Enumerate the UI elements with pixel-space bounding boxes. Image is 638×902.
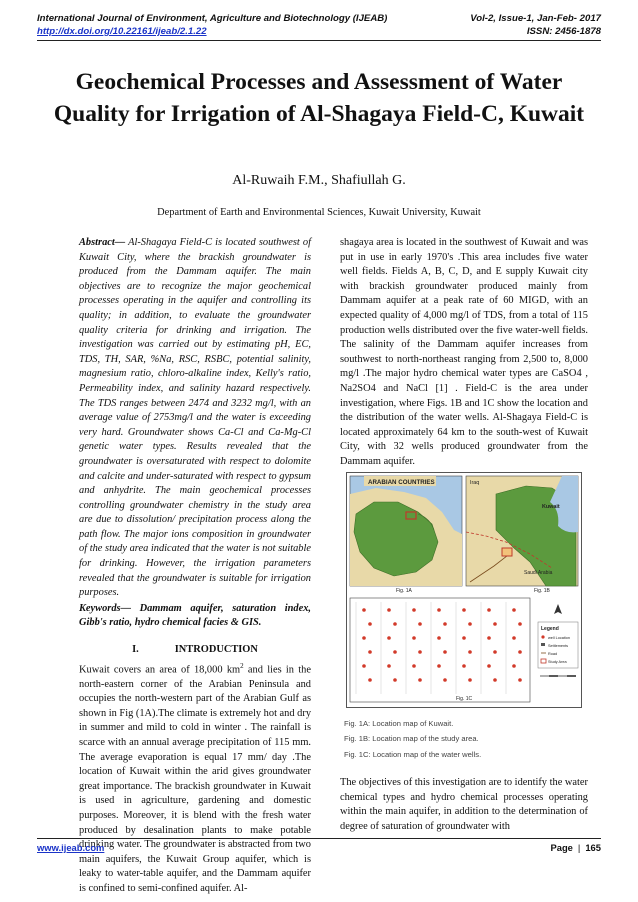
- map-1a: [350, 476, 462, 594]
- intro-text-a: Kuwait covers an area of 18,000 km: [79, 664, 241, 676]
- well-marker: [387, 664, 391, 668]
- well-marker: [512, 664, 516, 668]
- page-header: [37, 12, 601, 38]
- well-marker: [418, 622, 422, 626]
- well-marker: [512, 608, 516, 612]
- fig-1a-label: Fig. 1A: [396, 588, 412, 594]
- well-marker: [437, 664, 441, 668]
- well-marker: [493, 650, 497, 654]
- right-column-bottom: [340, 776, 588, 834]
- paper-title: Geochemical Processes and Assessment of Water Quality for Irrigation of Al-Shagaya Field-C, Kuwait: [53, 69, 585, 127]
- caption-1b: Fig. 1B: Location map of the study area.: [344, 734, 479, 744]
- well-marker: [437, 608, 441, 612]
- right-column-top: [340, 236, 588, 470]
- well-marker: [412, 636, 416, 640]
- well-marker: [362, 664, 366, 668]
- figure-captions: [344, 716, 481, 762]
- fig-1c-label: Fig. 1C: [456, 696, 473, 702]
- well-marker: [418, 678, 422, 682]
- doi-link[interactable]: http://dx.doi.org/10.22161/ijeab/2.1.22: [37, 26, 207, 37]
- study-area-paragraph: shagaya area is located in the southwest of Kuwait and was put in use in early 1970's .This area includes five water well fields. Fields A, B, C, D, and E supply Kuwait city with brackish groundwater produced mainly from Dammam aquifer at a peak rate of 60 MIGD, with an expected quality of 4,000 mg/l of TDS, from a total of 115 production wells distributed over the five water-well fields. The salinity of the Dammam aquifer increases from southwest to north-northeast ranging from 2,500 to, 8,000 mg/l .The major hydro chemical water types are CaSO4 , Na2SO4 and NaCl [1] . Field-C is the area under investigation, where Figs. 1B and 1C show the location and the distribution of the water wells. Al-Shagaya Field-C is located approximately 64 km to the south-west of Kuwait City, with 32 wells produced groundwater from the Dammam aquifer.: [340, 237, 588, 467]
- legend-item-0: well Location: [548, 636, 570, 640]
- well-marker: [362, 608, 366, 612]
- well-marker: [518, 622, 522, 626]
- well-marker: [393, 650, 397, 654]
- saudi-label: Saudi Arabia: [524, 570, 553, 576]
- kuwait-label: Kuwait: [542, 504, 560, 510]
- well-marker: [412, 664, 416, 668]
- caption-1c: Fig. 1C: Location map of the water wells.: [344, 749, 482, 759]
- well-marker: [418, 650, 422, 654]
- affiliation: Department of Earth and Environmental Sciences, Kuwait University, Kuwait: [157, 207, 481, 218]
- well-marker: [412, 608, 416, 612]
- figure-svg: [346, 472, 582, 708]
- well-marker: [387, 636, 391, 640]
- site-link[interactable]: www.ijeab.com: [37, 842, 105, 853]
- legend-title: Legend: [541, 626, 559, 632]
- intro-superscript: 2: [240, 661, 244, 670]
- page-label: Page: [550, 842, 573, 853]
- page-footer: [37, 842, 601, 854]
- well-marker: [443, 650, 447, 654]
- well-marker: [368, 650, 372, 654]
- iraq-label: Iraq: [470, 480, 480, 486]
- well-marker: [487, 664, 491, 668]
- fig-1b-label: Fig. 1B: [534, 588, 550, 594]
- header-rule: [37, 40, 601, 41]
- intro-paragraph: [79, 659, 311, 897]
- well-marker: [468, 650, 472, 654]
- keywords: [79, 602, 311, 631]
- journal-name: International Journal of Environment, Agriculture and Biotechnology (IJEAB): [37, 13, 388, 24]
- legend-item-2: Road: [548, 652, 558, 656]
- well-marker: [368, 678, 372, 682]
- well-marker: [462, 636, 466, 640]
- footer-rule: [37, 838, 601, 839]
- well-marker: [393, 678, 397, 682]
- well-marker: [393, 622, 397, 626]
- map-1a-title: ARABIAN COUNTRIES: [368, 479, 435, 486]
- intro-text-b: and lies in the north-eastern corner of the Arabian Peninsula and occupies the north-western part of the Arabian Gulf as shown in Fig (1A).The climate is extremely hot and dry in summer and mild to cold in winter . The rainfall is scarce with an annual average precipitation of 115 mm. The average evaporation is equal 17 mm/ day .The location of Kuwait within the arid gives groundwater great importance. The brackish groundwater in Kuwait is used in agriculture, gardening and domestic purposes. Moreover, it is blend with the fresh water produced by desalination plants to make potable drinking water. The groundwater is abstracted from two main aquifers, the Kuwait Group aquifer, which is leaky to water-table aquifer, and the Dammam aquifer is confined to semi-confined aquifer. Al-: [79, 664, 312, 894]
- well-marker: [387, 608, 391, 612]
- well-marker: [493, 678, 497, 682]
- legend-settlement-icon: [541, 643, 545, 646]
- page-separator: |: [577, 842, 581, 853]
- well-marker: [462, 664, 466, 668]
- page-number-block: [550, 842, 601, 854]
- authors: Al-Ruwaih F.M., Shafiullah G.: [232, 173, 406, 188]
- legend-item-1: Settlements: [548, 644, 569, 648]
- well-marker: [518, 650, 522, 654]
- well-marker: [443, 622, 447, 626]
- left-column: [79, 236, 311, 897]
- keywords-label: Keywords—: [79, 602, 131, 614]
- legend-well-icon: [541, 635, 544, 638]
- well-marker: [443, 678, 447, 682]
- well-marker: [493, 622, 497, 626]
- legend-item-3: Study Area: [548, 660, 567, 664]
- abstract-label: Abstract—: [79, 237, 126, 248]
- keywords-text: Dammam aquifer, saturation index, Gibb's ratio, hydro chemical facies & GIS.: [79, 602, 311, 629]
- well-marker: [512, 636, 516, 640]
- well-marker: [362, 636, 366, 640]
- journal-issue: Vol-2, Issue-1, Jan-Feb- 2017: [470, 13, 601, 24]
- abstract: [79, 236, 311, 601]
- well-marker: [437, 636, 441, 640]
- well-marker: [468, 678, 472, 682]
- map-1c: [350, 598, 530, 702]
- page-number: 165: [585, 842, 601, 853]
- issn: ISSN: 2456-1878: [526, 26, 601, 37]
- section-heading: [79, 643, 311, 658]
- section-title: INTRODUCTION: [174, 644, 258, 656]
- section-number: I.: [132, 644, 139, 656]
- well-marker: [487, 608, 491, 612]
- objectives-paragraph: The objectives of this investigation are to identify the water chemical types and hydro chemical processes operating within the main aquifer, in addition to the determination of degree of saturation of groundwater with: [340, 777, 588, 832]
- well-marker: [462, 608, 466, 612]
- map-1b: [466, 476, 578, 594]
- well-marker: [518, 678, 522, 682]
- well-marker: [468, 622, 472, 626]
- caption-1a: Fig. 1A: Location map of Kuwait.: [344, 719, 454, 728]
- well-marker: [487, 636, 491, 640]
- location-figure: [346, 472, 582, 708]
- abstract-text: Al-Shagaya Field-C is located southwest of Kuwait City, where the brackish groundwater is produced from the Dammam aquifer. The main objectives are to recognize the major geochemical processes operating in the aquifer and controlling its quality; in addition, to evaluate the groundwater quality criteria for drinking and irrigation. The investigation was carried out by estimating pH, EC, TDS, TH, SAR, %Na, RSC, RSBC, potential salinity, magnesium ratio, chloro-alkaline index, Kelly's ratio, Permeability index, and salinity hazard respectively. The TDS ranges between 2474 and 3232 mg/l, with an average value of 2753mg/l and the water is exceeding very hard. Groundwater shows Ca-Cl and Ca-Mg-Cl genetic water types. Results revealed that the groundwater is oversaturated with respect to dolomite and calcite and under-saturated with respect to gypsum and anhydrite. The main geochemical processes controlling groundwater chemistry in the study area are due to dissolution/ precipitation process along the path flow. The major ions composition in groundwater of the study area indicated that the water is not suitable for drinking. However, the irrigation parameters revealed that the groundwater is suitable for irrigation purposes.: [79, 237, 311, 599]
- well-marker: [368, 622, 372, 626]
